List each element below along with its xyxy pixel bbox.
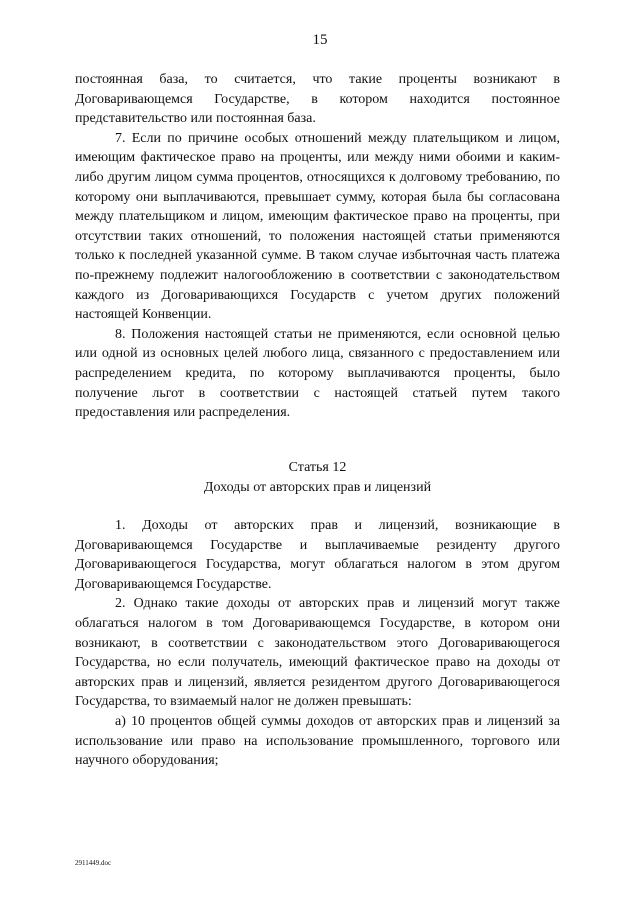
paragraph-7: 7. Если по причине особых отношений между плательщиком и лицом, имеющим фактическое право на проценты, или между ними обоими и каким-либо другим лицом сумма процентов, относящихся к долговому требованию, по которому они выплачиваются, превышает сумму, которая была бы согласована между плательщиком и лицом, имеющим фактическое право на проценты, при отсутствии таких отношений, то положения настоящей статьи применяются только к последней указанной сумме. В таком случае избыточная часть платежа по-прежнему подлежит налогообложению в соответствии с законодательством каждого из Договаривающихся Государств с учетом других положений настоящей Конвенции. <box>75 130 560 323</box>
paragraph-2a: а) 10 процентов общей суммы доходов от авторских прав и лицензий за использование или право на использование промышленного, торгового или научного оборудования; <box>75 713 560 769</box>
paragraph-continuation: постоянная база, то считается, что такие проценты возникают в Договаривающемся Государстве, в котором находится постоянное представительство или постоянная база. <box>75 72 560 127</box>
paragraph-1: 1. Доходы от авторских прав и лицензий, возникающие в Договаривающемся Государстве и выплачиваемые резиденту другого Договаривающегося Государства, могут облагаться налогом в этом другом Договаривающемся Государстве. <box>75 518 560 592</box>
text-block-top <box>75 70 560 423</box>
article-number: Статья 12 <box>288 460 347 475</box>
document-footer: 2911449.doc <box>75 859 112 867</box>
text-block-bottom <box>75 516 560 771</box>
paragraph-8: 8. Положения настоящей статьи не применяются, если основной целью или одной из основных целей любого лица, связанного с предоставлением или распределением кредита, по которому выплачиваются проценты, было получение льгот в соответствии с настоящей статьей путем такого предоставления или распределения. <box>75 326 560 421</box>
paragraph-2: 2. Однако такие доходы от авторских прав и лицензий могут также облагаться налогом в том Договаривающемся Государстве, в котором они возникают, в соответствии с законодательством этого Договаривающегося Государства, но если получатель, имеющий фактическое право на доходы от авторских прав и лицензий, является резидентом другого Договаривающегося Государства, то взимаемый налог не должен превышать: <box>75 596 560 710</box>
page-number: 15 <box>312 32 328 48</box>
article-title: Доходы от авторских прав и лицензий <box>203 480 432 495</box>
